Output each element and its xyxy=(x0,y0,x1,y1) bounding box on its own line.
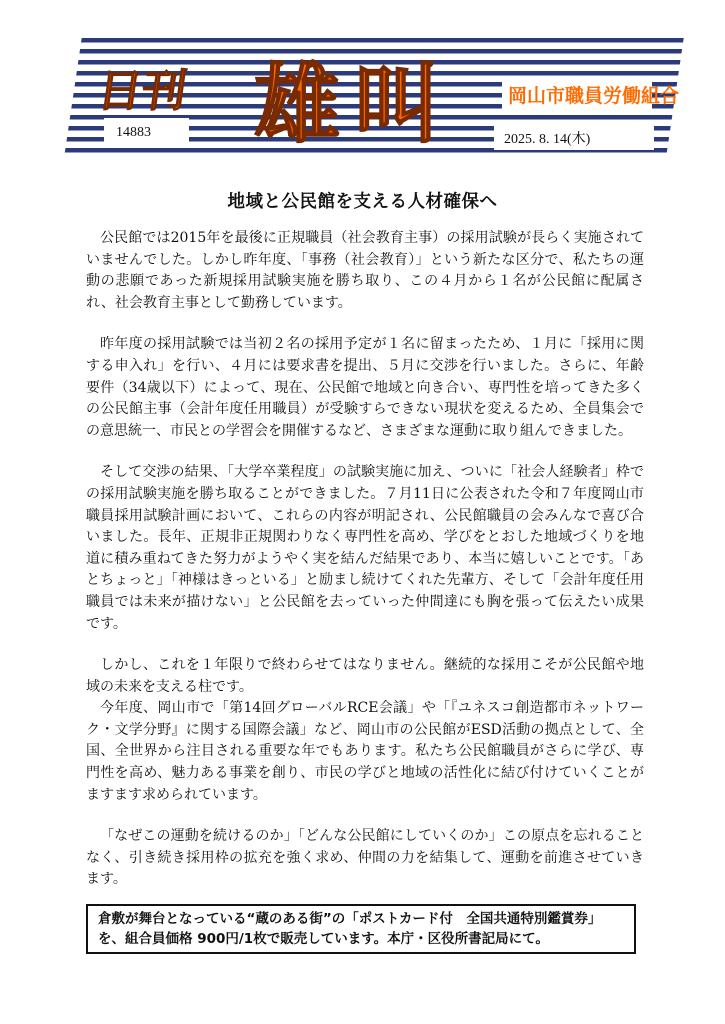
page-title: 地域と公民館を支える人材確保へ xyxy=(227,192,498,212)
paragraph-2: 昨年度の採用試験では当初２名の採用予定が１名に留まったため、１月に「採用に関する申入れ」を行い、４月には要求書を提出、５月に交渉を行いました。さらに、年齢要件（34歳以下）によって、現在、公民館で地域と向き合い、専門性を培ってきた多くの公民館主事（会計年度任用職員）が受験すらできない現状を変えるため、全員集会での意思統一、市民との学習会を開催するなど、さまざまな運動に取り組んできました。 xyxy=(86,336,644,439)
paragraph-5: 今年度、岡山市で「第14回グローバルRCE会議」や「『ユネスコ創造都市ネットワーク・文学分野』に関する国際会議」など、岡山市の公民館がESD活動の拠点として、全国、全世界から注目される重要な年でもあります。私たち公民館職員がさらに学び、専門性を高め、魅力ある事業を創り、市民の学びと地域の活性化に結び付けていくことがますます求められています。 xyxy=(86,700,644,803)
paragraph-1: 公民館では2015年を最後に正規職員（社会教育主事）の採用試験が長らく実施されていませんでした。しかし昨年度、「事務（社会教育）」という新たな区分で、私たちの運動の悲願であった新規採用試験実施を勝ち取り、この４月から１名が公民館に配属され、社会教育主事として勤務しています。 xyxy=(86,230,644,311)
masthead-title-char-1: 雄 xyxy=(254,55,340,155)
masthead-title-daily: 日刊 xyxy=(94,66,190,117)
masthead xyxy=(64,36,684,158)
masthead-title-char-2: 叫 xyxy=(354,55,440,155)
paragraph-3: そして交渉の結果、「大学卒業程度」の試験実施に加え、ついに「社会人経験者」枠での採用試験実施を勝ち取ることができました。７月11日に公表された令和７年度岡山市職員採用試験計画において、これらの内容が明記され、公民館職員の会みんなで喜び合いました。長年、正規非正規関わりなく専門性を高め、学びをとおした地域づくりを地道に積み重ねてきた努力がようやく実を結んだ結果であり、本当に嬉しいことです。「あとちょっと」「神様はきっといる」と励まし続けてくれた先輩方、そして「会計年度任用職員では未来が描けない」と公民館を去っていった仲間達にも胸を張って伝えたい成果です。 xyxy=(86,464,644,632)
ticket-sale-notice: 倉敷が舞台となっている“蔵のある街”の「ポストカード付 全国共通特別鑑賞券」を、組合員価格 900円/1枚で販売しています。本庁・区役所書記局にて。 xyxy=(86,904,636,954)
issue-date: 2025. 8. 14(木) xyxy=(504,132,591,147)
article-body xyxy=(86,228,644,891)
paragraph-4: しかし、これを１年限りで終わらせてはなりません。継続的な採用こそが公民館や地域の未来を支える柱です。 xyxy=(86,657,644,695)
union-name: 岡山市職員労働組合 xyxy=(508,85,680,107)
paragraph-6: 「なぜこの運動を続けるのか」「どんな公民館にしていくのか」この原点を忘れることなく、引き続き採用枠の拡充を強く求め、仲間の力を結集して、運動を前進させていきます。 xyxy=(86,828,644,888)
masthead-banner xyxy=(64,36,684,158)
issue-number: 14883 xyxy=(116,125,151,140)
